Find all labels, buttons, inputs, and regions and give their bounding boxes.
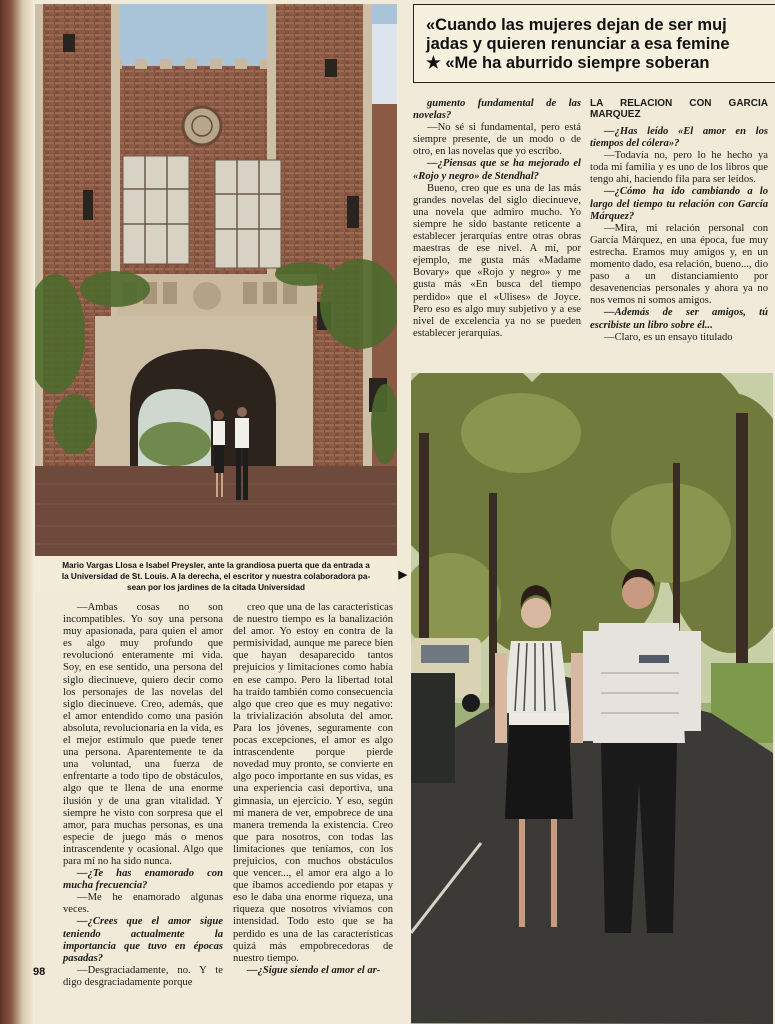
article-column-4 (590, 98, 768, 344)
interview-question: —¿Has leído «El amor en los tiempos del cólera»? (590, 126, 768, 150)
body-paragraph: —Me he enamorado algunas veces. (63, 892, 223, 916)
article-column-3 (413, 98, 581, 340)
body-paragraph: —Claro, es un ensayo titulado (604, 331, 733, 343)
caption-line-1: Mario Vargas Llosa e Isabel Preysler, ante la grandiosa puerta que da entrada a (62, 561, 370, 570)
university-gate-photo (35, 4, 397, 556)
page-number: 98 (33, 966, 46, 978)
headline-line-2: jadas y quieren renunciar a esa femine (426, 35, 730, 53)
caption-line-2: la Universidad de St. Louis. A la derecha, el escritor y nuestra colaboradora pa- (61, 572, 371, 581)
interview-question: —Además de ser amigos, tú escribiste un libro sobre él... (590, 307, 768, 331)
headline-box (413, 4, 775, 83)
section-subheading: LA RELACION CON GARCIA MARQUEZ (590, 98, 768, 120)
interview-question: —¿Sigue siendo el amor el ar- (247, 964, 381, 976)
body-paragraph: —Todavía no, pero lo he hecho ya toda mi familia y es uno de los libros que tengo ahí, haciendo fila para ser leídos. (590, 150, 768, 186)
article-column-2 (233, 602, 393, 977)
body-paragraph: —Ambas cosas no son incompatibles. Yo soy una persona muy apasionada, para quien el amor es algo muy profundo que revolucionó enteramente mi vida. Soy, en ese sentido, una persona del siglo diecinueve, quiero decir como los personajes de las novelas del siglo diecinueve. Creo, además, que el amor entendido como una pasión absoluta, revolucionaria en la vida, es el mejor estímulo que puede tener una persona. Aparentemente te da una voluntad, una fuerza de enfrentarte a todo tipo de obstáculos, algo que te llena de una enorme ilusión y de una gran vitalidad. Y siempre he visto con sorpresa que el amor, para muchas personas, es una especie de juego más o menos intrascendente y ocasional. Algo que para mí no ha sido nunca. (63, 602, 223, 867)
magazine-page (33, 0, 775, 1024)
headline-line-3: ★ «Me ha aburrido siempre soberan (426, 54, 710, 72)
interview-question: —¿Te has enamorado con mucha frecuencia? (63, 868, 223, 892)
caption-line-3: sean por los jardines de la citada Universidad (127, 583, 305, 592)
photo-caption (35, 556, 407, 592)
caption-arrow-icon: ▶ (398, 569, 407, 581)
interview-question: gumento fundamental de las novelas? (413, 98, 581, 122)
body-paragraph: Bueno, creo que es una de las más grandes novelas del siglo diecinueve, una novela que admiro mucho. Yo siempre he sido bastante reticente a establecer jerarquías entre otras obras maestras de ese nivel. A mí, por ejemplo, me gusta más «Madame Bovary» que «Rojo y negro» y me gusta más «En busca del tiempo perdido» que el «Ulises» de Joyce. Pero eso es algo muy subjetivo y a ese nivel de excelencia ya no se pueden establecer jerarquías. (413, 182, 581, 339)
body-paragraph: —Mira, mi relación personal con García Márquez, en una época, fue muy estrecha. Eramos muy amigos y, en un momento dado, esa relación, bueno..., dio paso a un distanciamiento por desavenencias personales y ahora ya no nos vemos ni somos amigos. (590, 222, 768, 307)
interview-question: —¿Cómo ha ido cambiando a lo largo del tiempo tu relación con García Márquez? (590, 186, 768, 222)
magazine-spine (0, 0, 33, 1024)
body-paragraph: —No sé si fundamental, pero está siempre presente, de un modo o de otro, en las novelas que yo escribo. (413, 122, 581, 158)
headline-line-1: «Cuando las mujeres dejan de ser muj (426, 16, 727, 34)
body-paragraph: creo que una de las características de nuestro tiempo es la banalización del amor. Yo estoy en contra de la permisividad, aunque me parece bien que hayan desaparecido tantos prejuicios y limitaciones como había en ese campo. Pero la libertad total ha traído también como consecuencia algo que creo que es muy negativo: la trivialización absoluta del amor. Para los jóvenes, seguramente con pocas excepciones, el amor es algo intrascendente porque pierde novedad muy pronto, se convierte en algo poco importante en sus vidas, es una experiencia casi deportiva, una gimnasia, un ejercicio. Y eso, según mi manera de ver, empobrece de una manera tremenda la existencia. Creo que para nosotros, con todas las limitaciones que teníamos, con los prejuicios, con muchos obstáculos que vencer..., el amor era algo a lo que íbamos accediendo por etapas y eso le daba una enorme riqueza, una riqueza que nosotros vivíamos con intensidad. Todo esto que se ha perdido es una de las características quizá más empobrecedoras de nuestro tiempo. (233, 602, 393, 964)
interview-question: —¿Piensas que se ha mejorado el «Rojo y negro» de Stendhal? (413, 158, 581, 182)
article-column-1 (63, 602, 223, 989)
couple-in-park-photo (411, 373, 773, 1024)
body-paragraph: —Desgraciadamente, no. Y te digo desgraciadamente porque (63, 964, 223, 988)
interview-question: —¿Crees que el amor sigue teniendo actualmente la importancia que tuvo en épocas pasadas? (63, 916, 223, 964)
